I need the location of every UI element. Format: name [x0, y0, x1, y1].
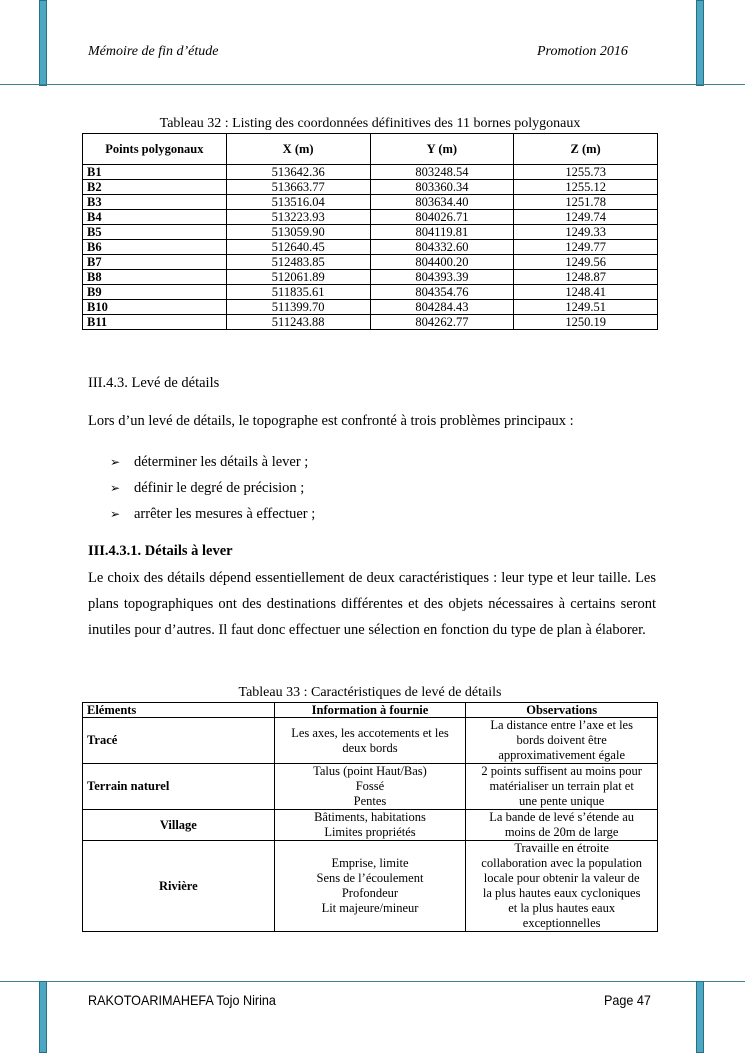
table-header-row — [83, 703, 658, 718]
cell-line: Talus (point Haut/Bas) — [313, 764, 427, 778]
table-row — [83, 225, 658, 240]
arrow-bullet-icon: ➢ — [110, 455, 121, 469]
table-row — [83, 210, 658, 225]
column-header: Y (m) — [370, 134, 514, 165]
z-cell: 1255.73 — [514, 165, 658, 180]
x-cell: 513663.77 — [226, 180, 370, 195]
section-intro: Lors d’un levé de détails, le topographe est confronté à trois problèmes principaux : — [88, 413, 574, 429]
information-cell — [274, 764, 466, 810]
z-cell: 1255.12 — [514, 180, 658, 195]
observation-cell — [466, 718, 658, 764]
section-heading-4-3-1: III.4.3.1. Détails à lever — [88, 543, 233, 559]
table-row — [83, 255, 658, 270]
header-promotion: Promotion 2016 — [537, 44, 628, 59]
coordinates-table — [82, 133, 658, 330]
element-cell: Village — [83, 810, 275, 841]
z-cell: 1248.87 — [514, 270, 658, 285]
x-cell: 512061.89 — [226, 270, 370, 285]
list-item-text: déterminer les détails à lever ; — [134, 454, 309, 470]
point-name-cell: B10 — [83, 300, 227, 315]
table-row — [83, 810, 658, 841]
z-cell: 1248.41 — [514, 285, 658, 300]
list-item-text: définir le degré de précision ; — [134, 480, 305, 496]
column-header: Eléments — [83, 703, 275, 718]
cell-line: matérialiser un terrain plat et — [489, 779, 634, 793]
point-name-cell: B3 — [83, 195, 227, 210]
footer-left-bar — [39, 981, 47, 1053]
element-cell: Terrain naturel — [83, 764, 275, 810]
cell-line: et la plus hautes eaux — [508, 901, 616, 915]
table-row — [83, 718, 658, 764]
table-row — [83, 240, 658, 255]
header-title: Mémoire de fin d’étude — [88, 44, 219, 59]
point-name-cell: B8 — [83, 270, 227, 285]
cell-line: Fossé — [355, 779, 385, 793]
table32-caption: Tableau 32 : Listing des coordonnées définitives des 11 bornes polygonaux — [159, 116, 581, 131]
arrow-bullet-icon: ➢ — [110, 481, 121, 495]
cell-line: Profondeur — [341, 886, 399, 900]
table-row — [83, 270, 658, 285]
list-item-text: arrêter les mesures à effectuer ; — [134, 506, 316, 522]
footer-rule — [0, 981, 745, 982]
cell-line: bords doivent être — [516, 733, 607, 747]
y-cell: 803634.40 — [370, 195, 514, 210]
table-row — [83, 165, 658, 180]
z-cell: 1249.56 — [514, 255, 658, 270]
table-row — [83, 180, 658, 195]
column-header: Points polygonaux — [83, 134, 227, 165]
x-cell: 511243.88 — [226, 315, 370, 330]
x-cell: 511835.61 — [226, 285, 370, 300]
y-cell: 804284.43 — [370, 300, 514, 315]
element-cell: Rivière — [83, 841, 275, 932]
list-item — [110, 501, 315, 527]
table-row — [83, 285, 658, 300]
y-cell: 804262.77 — [370, 315, 514, 330]
cell-line: moins de 20m de large — [504, 825, 619, 839]
cell-line: Lit majeure/mineur — [321, 901, 419, 915]
x-cell: 513059.90 — [226, 225, 370, 240]
cell-line: une pente unique — [518, 794, 605, 808]
y-cell: 803360.34 — [370, 180, 514, 195]
x-cell: 513516.04 — [226, 195, 370, 210]
table33-caption: Tableau 33 : Caractéristiques de levé de détails — [238, 685, 502, 700]
information-cell — [274, 718, 466, 764]
cell-line: Emprise, limite — [331, 856, 409, 870]
cell-line: Travaille en étroite — [514, 841, 609, 855]
point-name-cell: B2 — [83, 180, 227, 195]
point-name-cell: B1 — [83, 165, 227, 180]
cell-line: la plus hautes eaux cycloniques — [482, 886, 641, 900]
point-name-cell: B5 — [83, 225, 227, 240]
cell-line: La distance entre l’axe et les — [490, 718, 633, 732]
cell-line: Les axes, les accotements et les — [291, 725, 449, 740]
y-cell: 804026.71 — [370, 210, 514, 225]
cell-line: exceptionnelles — [522, 916, 601, 930]
z-cell: 1249.77 — [514, 240, 658, 255]
cell-line: collaboration avec la population — [481, 856, 643, 870]
footer-author: RAKOTOARIMAHEFA Tojo Nirina — [88, 992, 276, 1008]
table-row — [83, 195, 658, 210]
column-header: X (m) — [226, 134, 370, 165]
footer-right-bar — [696, 981, 704, 1053]
z-cell: 1250.19 — [514, 315, 658, 330]
z-cell: 1249.33 — [514, 225, 658, 240]
x-cell: 513223.93 — [226, 210, 370, 225]
section-heading-4-3: III.4.3. Levé de détails — [88, 375, 220, 391]
column-header: Information à fournie — [274, 703, 466, 718]
table-row — [83, 764, 658, 810]
cell-line: 2 points suffisent au moins pour — [481, 764, 642, 778]
element-cell: Tracé — [83, 718, 275, 764]
y-cell: 804332.60 — [370, 240, 514, 255]
x-cell: 511399.70 — [226, 300, 370, 315]
list-item — [110, 449, 315, 475]
point-name-cell: B11 — [83, 315, 227, 330]
x-cell: 512483.85 — [226, 255, 370, 270]
problems-list — [110, 449, 315, 527]
cell-line: Pentes — [353, 794, 387, 808]
y-cell: 804119.81 — [370, 225, 514, 240]
table-row — [83, 300, 658, 315]
column-header: Z (m) — [514, 134, 658, 165]
point-name-cell: B6 — [83, 240, 227, 255]
arrow-bullet-icon: ➢ — [110, 507, 121, 521]
y-cell: 804400.20 — [370, 255, 514, 270]
cell-line: Limites propriétés — [324, 825, 416, 839]
observation-cell — [466, 841, 658, 932]
list-item — [110, 475, 315, 501]
table-row — [83, 315, 658, 330]
point-name-cell: B9 — [83, 285, 227, 300]
cell-line: Sens de l’écoulement — [316, 871, 424, 885]
details-table — [82, 702, 658, 932]
x-cell: 512640.45 — [226, 240, 370, 255]
z-cell: 1249.51 — [514, 300, 658, 315]
table-header-row — [83, 134, 658, 165]
observation-cell — [466, 764, 658, 810]
header-left-bar — [39, 0, 47, 86]
y-cell: 803248.54 — [370, 165, 514, 180]
information-cell — [274, 841, 466, 932]
cell-line: approximativement égale — [498, 748, 625, 762]
z-cell: 1251.78 — [514, 195, 658, 210]
column-header: Observations — [466, 703, 658, 718]
cell-line: deux bords — [342, 740, 398, 755]
cell-line: locale pour obtenir la valeur de — [483, 871, 640, 885]
header-rule — [0, 84, 745, 85]
x-cell: 513642.36 — [226, 165, 370, 180]
point-name-cell: B7 — [83, 255, 227, 270]
z-cell: 1249.74 — [514, 210, 658, 225]
y-cell: 804354.76 — [370, 285, 514, 300]
header-right-bar — [696, 0, 704, 86]
observation-cell — [466, 810, 658, 841]
information-cell — [274, 810, 466, 841]
y-cell: 804393.39 — [370, 270, 514, 285]
footer-page-number: Page 47 — [604, 992, 651, 1008]
point-name-cell: B4 — [83, 210, 227, 225]
cell-line: Bâtiments, habitations — [314, 810, 426, 824]
cell-line: La bande de levé s’étende au — [489, 810, 635, 824]
section-paragraph: Le choix des détails dépend essentiellement de deux caractéristiques : leur type et leur taille. Les plans topographiques ont des destinations différentes et des objets nécessaires à certains seront inutiles pour d’autres. Il faut donc effectuer une sélection en fonction du type de plan à élaborer. — [88, 570, 656, 638]
table-row — [83, 841, 658, 932]
